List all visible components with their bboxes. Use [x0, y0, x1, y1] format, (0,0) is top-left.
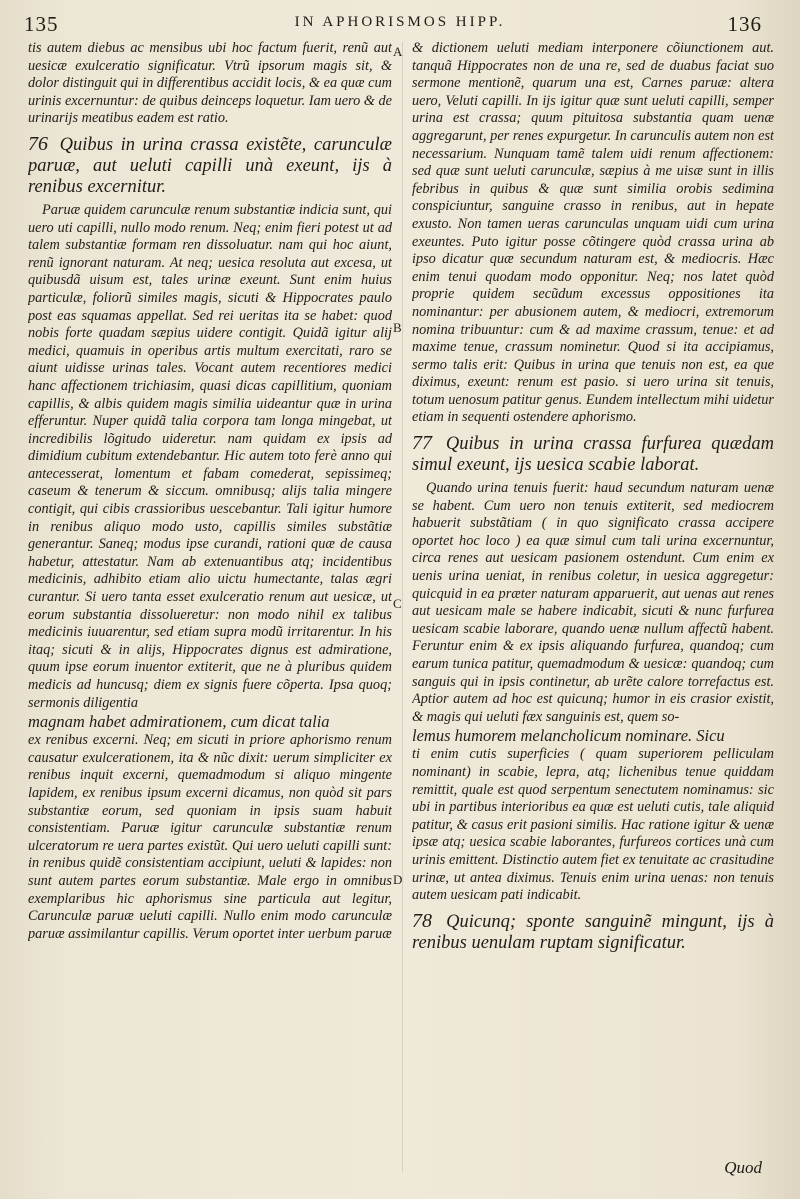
margin-letter-d: D [393, 872, 403, 887]
folio-left: 135 [24, 12, 59, 36]
aphorism-78 [412, 911, 774, 954]
aphorism-76-number: 76 [28, 132, 48, 155]
folio-right: 136 [727, 12, 762, 36]
left-paragraph-2-large-line: magnam habet admirationem, cum dicat talia [28, 712, 330, 732]
running-title: IN APHORISMOS HIPP. [294, 14, 506, 30]
aphorism-78-number: 78 [412, 909, 432, 932]
aphorism-77-number: 77 [412, 432, 432, 455]
aphorism-76-text: Quibus in urina crassa existẽte, carunculæ paruæ, aut ueluti capilli unà exeunt, ijs à renibus excernitur. [28, 134, 392, 197]
margin-letter-a: A [393, 44, 403, 59]
catchword: Quod [724, 1158, 762, 1177]
running-head [0, 0, 800, 36]
right-column [412, 40, 774, 1190]
gutter-divider [402, 42, 403, 1172]
left-paragraph-2: Paruæ quidem carunculæ renum substantiæ indicia sunt, qui uero uti capilli, nullo modo renum. Neq; enim fieri potest ut ad talem substantiæ formam ren dissoluatur. nam qui hoc aiunt, renũ ignorant naturam. At neq; uesica resoluta aut excesa, ut quibusdã uisum est, tales urinæ exeunt. Sunt enim huius particulæ, foliorũ similes magis, sicuti & Hippocrates paulo post eas squamas appellat. Sed rei ueritas ita se habet: quod nobis forte quadam sæpius uidere contigit. Quidã igitur alij medici, quamuis in operibus artis multum exercitati, raro se aiunt uidisse urinas tales. Vocant autem recentiores medici hanc affectionem trichiasim, quasi dicas capillitium, quoniam capillis, & albis quidem magis similia uideantur quæ in urina efferuntur. Nuper quidã talia corpora tam longa mingebat, ut incredibilis lõgitudo uideretur. nam quidam ex ipsis ad dimidium cubitum extendebantur. Hic autem toto ferè anno qui antecesserat, lomentum et fabam comederat, sepissimeq; caseum & tenerum & siccum. omnibusq; alijs talia mingere contigit, qui cibis crassioribus uescebantur. Tali igitur humore in renibus aliquo modo usto, capillis similes substãtiæ generantur. Saneq; modus ipse curandi, rationi quæ de causa habetur, attestatur. Nam ab extenuantibus atq; incidentibus medicinis, adhibito etiam alio uictu humectante, talas ægri curantur. Si uero tanta esset exulceratio renum aut uesicæ, ut eorum substantia dissolueretur: non modo nihil ex talibus medicinis iuuarentur, sed etiam supra modũ irritarentur. In his itaq; sicuti & in alijs, Hippocrates dignus est admiratione, quum ipse eorum inuentor extiterit, que ne à pluribus quidem medicis ad huncusq; diem ex signis fuere cõperta. Ipsa quoq; sermonis diligentia [28, 201, 392, 711]
right-paragraph-2-large-line: lemus humorem melancholicum nominare. Sicu [412, 726, 725, 746]
right-paragraph-3: ti enim cutis superficies ( quam superiorem pelliculam nominant) in scabie, lepra, atq; lichenibus tenue quiddam remittit, quale est quod serpentum senectutem nominamus: sic ubi in partibus interioribus ea quæ est ueluti cutis, tale aliquid patitur, & casus erit pasioni similis. Hac ratione igitur & uenæ ipsæ atq; uesica scabie laborantes, furfureos cortices unà cum urinis emittent. Distinctio autem fiet ex tenuitate ac crasitudine urinæ, ut antea diximus. Tenuis enim urina uenas: non tenuis autem uesicam pati indicabit. [412, 746, 774, 904]
left-paragraph-3: ex renibus excerni. Neq; em sicuti in priore aphorismo renum causatur exulcerationem, ita & nũc dixit: uerum simpliciter ex renibus inquit excerni, quemadmodum si aliquo mingente lapidem, ex renibus ipsum excerni dicamus, non quòd sit pars substantiæ eorum, sed quoniam in ipsis suam habuit consistentiam. Paruæ igitur carunculæ substantiæ renum ulceratorum re uera partes existũt. Qui uero ueluti capilli sunt: in renibus quidẽ consistentiam accipiunt, ueluti & lapides: non sunt autem partes eorum substantiæ. Male ergo in omnibus exemplaribus hic aphorismus sine particula aut legitur, Carunculæ paruæ ueluti capilli. Nullo enim modo carunculæ paruæ assimilantur capillis. Verum oportet inter uerbum paruæ [28, 732, 392, 942]
left-column [28, 40, 392, 1190]
aphorism-77 [412, 433, 774, 476]
right-paragraph-2: Quando urina tenuis fuerit: haud secundum naturam uenæ se habent. Cum uero non tenuis extiterit, sed mediocrem habuerit substãtiam ( in quo significato crassa accipere oportet hoc loco ) ea quæ simul cum tali urina excernuntur, circa renes aut uesicam pasionem ostendunt. Cum enim ex uenis urina ueniat, in renibus coletur, in uesica aggregetur: quicquid in ea præter naturam apparuerit, aut uenas aut renes aut uesicam male se habere indicabit, sicuti & nunc furfurea uesicam scabie laborare, quando uenæ nullum affectũ habent. Feruntur enim & ex ipsis aliquando furfurea, quandoq; cum earum tunica patitur, quemadmodum & uesicæ: quandoq; cum sanguis qui in ipsis continetur, ab urẽte calore torrefactus est. Aptior autem ad hoc est quicunq; humor in eis crasior existit, & magis qui ueluti fæx sanguinis est, quem so- [412, 480, 774, 725]
left-paragraph-1: tis autem diebus ac mensibus ubi hoc factum fuerit, renũ aut uesicæ exulceratio significatur. Vtrũ ipsorum magis sit, & dolor distinguit qui in differentibus accidit locis, & ea quæ cum urinis excernuntur: de quibus deinceps loquetur. Iam uero & de urinarijs meatibus eadem est ratio. [28, 40, 392, 127]
right-paragraph-1: & dictionem ueluti mediam interponere cõiunctionem aut. tanquã Hippocrates non de una re, sed de duabus faciat suo sermone mentionẽ, quarum una est, Carnes paruæ: altera uero, Veluti capilli. In ijs igitur quæ sunt ueluti capilli, semper urina est crassa; quum pituitosa substantia quam uenæ aggregarunt, per renes expurgetur. In carunculis autem non est necessarium. Nunquam tamẽ talem uidi renum affectionem: sed quæ sunt ueluti carunculæ, sæpius à me uisæ sunt in illis febribus in quibus & quæ sunt similia orobis sedimina conspiciuntur, sanguine crasso in renibus, aut in hepate exusto. Non tamen ueras carunculas unquam uidi cum urina exeuntes. Puto igitur posse cõtingere quòd crassa urina ab ipso dicatur quæ secundum naturam est, & mediocris. Hæc enim tenui quodam modo opponitur. Neq; nos latet quòd proprie quidem secũdum excessus oppositiones ita nominantur: per abusionem autem, & mediocri, extremorum nomina tribuuntur: cum & ad maxime crassum, tenue: et ad maxime tenue, crassum nominetur. Quod si ita accipiamus, sermo talis erit: Quibus in urina que tenuis non est, ea que diximus, exeunt: renum est pasio. si uero urina sit tenuis, totum uenosum patitur genus. Eundem intellectum mihi uidetur etiam in sequenti ostendere aphorismo. [412, 40, 774, 426]
aphorism-78-text: Quicunq; sponte sanguinẽ mingunt, ijs à renibus uenulam ruptam significatur. [412, 911, 774, 953]
aphorism-77-text: Quibus in urina crassa furfurea quædam simul exeunt, ijs uesica scabie laborat. [412, 434, 774, 476]
margin-letter-b: B [393, 320, 402, 335]
aphorism-76 [28, 134, 392, 198]
margin-letter-c: C [393, 596, 402, 611]
